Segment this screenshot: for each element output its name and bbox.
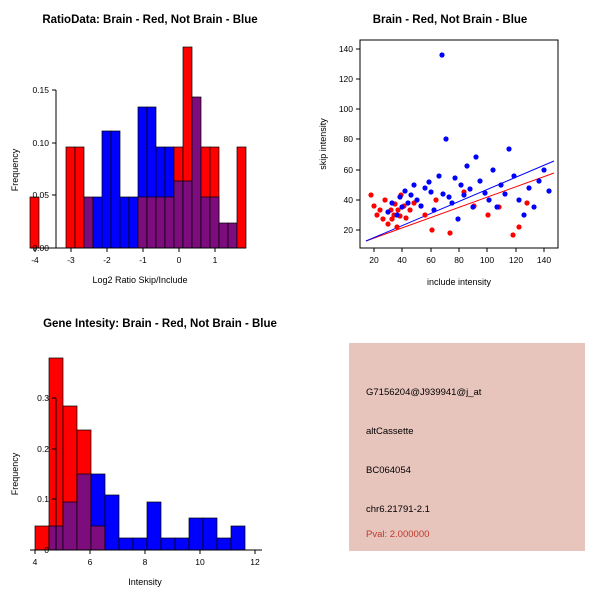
- scatter-yticks: [339, 44, 353, 235]
- svg-text:100: 100: [338, 104, 353, 114]
- scatter-svg: [300, 0, 600, 300]
- svg-text:120: 120: [508, 255, 524, 265]
- event-type-text: altCassette: [366, 426, 414, 437]
- probe-id-text: G7156204@J939941@j_at: [366, 387, 482, 398]
- svg-text:80: 80: [343, 134, 353, 144]
- svg-text:-3: -3: [67, 255, 75, 265]
- svg-text:80: 80: [454, 255, 464, 265]
- scatter-ticks: [356, 49, 544, 252]
- ratio-hist-xlabel: Log2 Ratio Skip/Include: [92, 275, 188, 285]
- gene-hist-xlabel: Intensity: [128, 577, 162, 587]
- ratio-hist-bars: [30, 47, 246, 248]
- svg-text:6: 6: [87, 557, 93, 567]
- panel-scatter-title: Brain - Red, Not Brain - Blue: [372, 14, 528, 26]
- svg-text:0: 0: [176, 255, 182, 265]
- ratio-hist-ylabel: Frequency: [10, 148, 20, 192]
- svg-text:0: 0: [44, 545, 49, 555]
- ratio-hist-xticks: [31, 255, 217, 265]
- gene-hist-bars: [35, 358, 245, 550]
- svg-text:40: 40: [343, 195, 353, 205]
- panel-ratio-title: RatioData: Brain - Red, Not Brain - Blue: [42, 14, 258, 26]
- accession-text: BC064054: [366, 465, 411, 476]
- svg-text:1: 1: [212, 255, 218, 265]
- svg-text:0.00: 0.00: [32, 243, 49, 253]
- svg-text:140: 140: [338, 44, 353, 54]
- locus-text: chr6.21791-2.1: [366, 504, 430, 515]
- svg-text:100: 100: [479, 255, 495, 265]
- svg-text:0.10: 0.10: [32, 138, 49, 148]
- svg-text:60: 60: [343, 165, 353, 175]
- svg-text:12: 12: [250, 557, 260, 567]
- svg-text:0.2: 0.2: [37, 444, 49, 454]
- scatter-xticks: [369, 255, 551, 265]
- svg-text:-2: -2: [103, 255, 111, 265]
- scatter-ylabel: skip intensity: [318, 118, 328, 170]
- svg-text:0.3: 0.3: [37, 393, 49, 403]
- panel-gene-histogram: [0, 305, 340, 600]
- pval-text: Pval: 2.000000: [366, 529, 430, 540]
- gene-histogram-svg: [0, 305, 340, 595]
- svg-text:4: 4: [32, 557, 38, 567]
- svg-text:0.05: 0.05: [32, 190, 49, 200]
- panel-gene-title: Gene Intesity: Brain - Red, Not Brain - Blue: [43, 318, 277, 330]
- svg-text:40: 40: [397, 255, 407, 265]
- scatter-xlabel: include intensity: [426, 277, 492, 287]
- panel-ratio-histogram: [0, 0, 300, 300]
- svg-text:0.1: 0.1: [37, 494, 49, 504]
- svg-text:-1: -1: [139, 255, 147, 265]
- svg-text:10: 10: [195, 557, 205, 567]
- svg-text:20: 20: [369, 255, 379, 265]
- svg-text:20: 20: [343, 225, 353, 235]
- svg-text:140: 140: [536, 255, 552, 265]
- gene-hist-ylabel: Frequency: [10, 452, 20, 496]
- gene-hist-xticks: [33, 557, 260, 567]
- info-panel: [349, 343, 585, 551]
- panel-scatter: [300, 0, 600, 300]
- svg-text:0.15: 0.15: [32, 85, 49, 95]
- scatter-points-not-brain: [385, 52, 551, 221]
- svg-text:-4: -4: [31, 255, 39, 265]
- ratio-histogram-svg: [0, 0, 300, 300]
- svg-text:8: 8: [142, 557, 148, 567]
- svg-text:60: 60: [426, 255, 436, 265]
- svg-text:120: 120: [338, 74, 353, 84]
